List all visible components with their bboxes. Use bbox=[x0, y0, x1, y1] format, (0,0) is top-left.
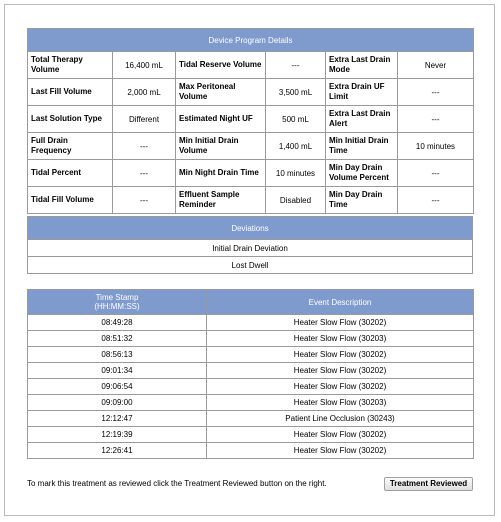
program-value: Different bbox=[113, 106, 176, 133]
program-row bbox=[28, 52, 474, 79]
program-label: Last Solution Type bbox=[28, 106, 113, 133]
program-value: --- bbox=[398, 160, 474, 187]
program-value: --- bbox=[398, 187, 474, 214]
program-value: --- bbox=[398, 79, 474, 106]
review-instruction: To mark this treatment as reviewed click the Treatment Reviewed button on the right. bbox=[27, 479, 327, 488]
time-stamp-header bbox=[28, 290, 207, 315]
deviations-title: Deviations bbox=[28, 217, 473, 240]
event-row bbox=[28, 395, 474, 411]
event-row bbox=[28, 331, 474, 347]
program-row bbox=[28, 160, 474, 187]
event-description-header: Event Description bbox=[207, 290, 474, 315]
event-description: Heater Slow Flow (30203) bbox=[207, 395, 474, 411]
event-row bbox=[28, 443, 474, 459]
event-time: 08:49:28 bbox=[28, 315, 207, 331]
program-label: Extra Last Drain Alert bbox=[326, 106, 398, 133]
program-value: 10 minutes bbox=[398, 133, 474, 160]
event-description: Heater Slow Flow (30202) bbox=[207, 427, 474, 443]
program-value: --- bbox=[398, 106, 474, 133]
event-row bbox=[28, 379, 474, 395]
program-label: Extra Drain UF Limit bbox=[326, 79, 398, 106]
program-label: Total Therapy Volume bbox=[28, 52, 113, 79]
event-time: 12:19:39 bbox=[28, 427, 207, 443]
event-time: 09:09:00 bbox=[28, 395, 207, 411]
event-row bbox=[28, 411, 474, 427]
program-label: Effluent Sample Reminder bbox=[176, 187, 266, 214]
event-time: 09:06:54 bbox=[28, 379, 207, 395]
device-program-title: Device Program Details bbox=[28, 29, 474, 52]
event-time: 12:12:47 bbox=[28, 411, 207, 427]
program-row bbox=[28, 187, 474, 214]
time-stamp-header-format: (HH:MM:SS) bbox=[94, 302, 140, 311]
event-time: 12:26:41 bbox=[28, 443, 207, 459]
event-description: Heater Slow Flow (30202) bbox=[207, 363, 474, 379]
deviation-row bbox=[28, 240, 473, 257]
event-description: Heater Slow Flow (30203) bbox=[207, 331, 474, 347]
program-label: Last Fill Volume bbox=[28, 79, 113, 106]
program-row bbox=[28, 79, 474, 106]
program-label: Estimated Night UF bbox=[176, 106, 266, 133]
event-description: Heater Slow Flow (30202) bbox=[207, 315, 474, 331]
program-label: Max Peritoneal Volume bbox=[176, 79, 266, 106]
program-label: Min Day Drain Time bbox=[326, 187, 398, 214]
events-table bbox=[27, 289, 474, 459]
program-value: 3,500 mL bbox=[266, 79, 326, 106]
event-description: Heater Slow Flow (30202) bbox=[207, 347, 474, 363]
event-description: Heater Slow Flow (30202) bbox=[207, 379, 474, 395]
program-value: 1,400 mL bbox=[266, 133, 326, 160]
program-value: --- bbox=[113, 133, 176, 160]
program-value: Never bbox=[398, 52, 474, 79]
deviation-item: Initial Drain Deviation bbox=[28, 240, 473, 257]
program-label: Tidal Fill Volume bbox=[28, 187, 113, 214]
event-time: 08:51:32 bbox=[28, 331, 207, 347]
event-time: 08:56:13 bbox=[28, 347, 207, 363]
program-label: Min Night Drain Time bbox=[176, 160, 266, 187]
event-row bbox=[28, 315, 474, 331]
program-label: Min Initial Drain Volume bbox=[176, 133, 266, 160]
program-label: Full Drain Frequency bbox=[28, 133, 113, 160]
program-value: Disabled bbox=[266, 187, 326, 214]
treatment-reviewed-button[interactable]: Treatment Reviewed bbox=[384, 477, 473, 491]
program-label: Min Day Drain Volume Percent bbox=[326, 160, 398, 187]
program-value: 500 mL bbox=[266, 106, 326, 133]
time-stamp-header-label: Time Stamp bbox=[95, 293, 139, 302]
deviation-item: Lost Dwell bbox=[28, 257, 473, 274]
event-row bbox=[28, 347, 474, 363]
program-value: --- bbox=[113, 187, 176, 214]
program-value: 2,000 mL bbox=[113, 79, 176, 106]
program-label: Min Initial Drain Time bbox=[326, 133, 398, 160]
program-value: --- bbox=[113, 160, 176, 187]
deviation-row bbox=[28, 257, 473, 274]
event-time: 09:01:34 bbox=[28, 363, 207, 379]
program-label: Tidal Reserve Volume bbox=[176, 52, 266, 79]
program-value: --- bbox=[266, 52, 326, 79]
program-label: Extra Last Drain Mode bbox=[326, 52, 398, 79]
program-label: Tidal Percent bbox=[28, 160, 113, 187]
event-row bbox=[28, 427, 474, 443]
device-program-table bbox=[27, 28, 474, 214]
program-row bbox=[28, 106, 474, 133]
event-row bbox=[28, 363, 474, 379]
program-row bbox=[28, 133, 474, 160]
event-description: Heater Slow Flow (30202) bbox=[207, 443, 474, 459]
deviations-table bbox=[27, 216, 473, 274]
program-value: 16,400 mL bbox=[113, 52, 176, 79]
program-value: 10 minutes bbox=[266, 160, 326, 187]
event-description: Patient Line Occlusion (30243) bbox=[207, 411, 474, 427]
